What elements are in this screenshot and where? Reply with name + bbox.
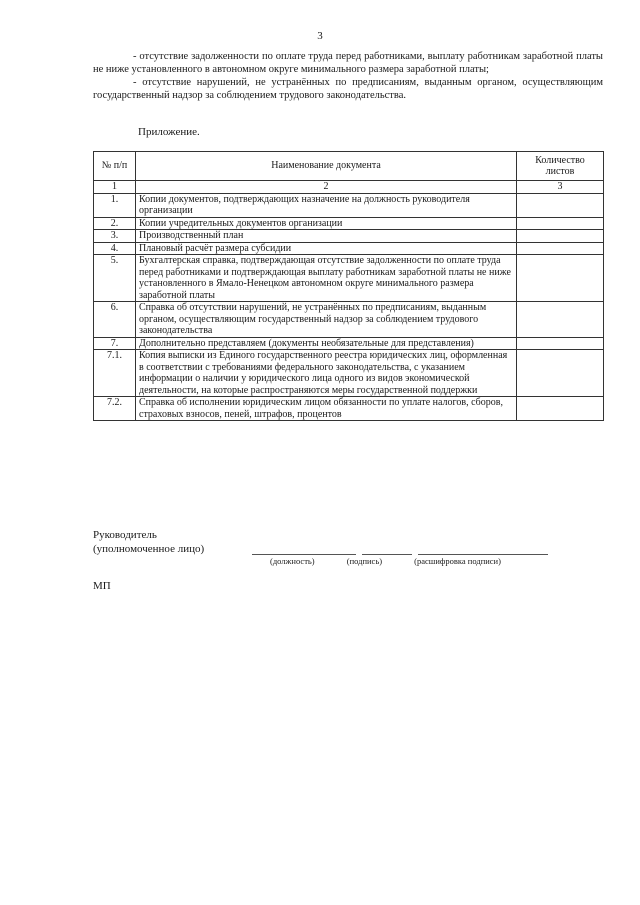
row-document-name: Копии документов, подтверждающих назначение на должность руководителя организации — [136, 193, 517, 217]
row-number: 1. — [94, 193, 136, 217]
table-row — [94, 193, 604, 217]
documents-table — [93, 151, 604, 421]
row-sheet-count — [517, 230, 604, 243]
row-document-name: Бухгалтерская справка, подтверждающая отсутствие задолженности по оплате труда перед работниками и подтверждающая выплату работникам заработной платы не ниже установленного в Ямало-Ненецком автономном округе минимального размера заработной платы — [136, 255, 517, 302]
index-col-3: 3 — [517, 181, 604, 194]
header-num: № п/п — [94, 152, 136, 181]
position-line — [252, 554, 356, 555]
header-qty: Количество листов — [517, 152, 604, 181]
index-col-1: 1 — [94, 181, 136, 194]
table-row — [94, 230, 604, 243]
appendix-title: Приложение. — [138, 126, 200, 138]
row-document-name: Плановый расчёт размера субсидии — [136, 242, 517, 255]
table-header-row — [94, 152, 604, 181]
table-row — [94, 255, 604, 302]
row-number: 3. — [94, 230, 136, 243]
stamp-label: МП — [93, 580, 111, 592]
label-position: (должность) — [270, 556, 315, 566]
table-row — [94, 242, 604, 255]
intro-paragraph-2: - отсутствие нарушений, не устранённых по предписаниям, выданным органом, осуществляющим государственный надзор за соблюдением трудового законодательства. — [93, 77, 603, 101]
row-number: 7. — [94, 337, 136, 350]
label-signature: (подпись) — [346, 556, 383, 566]
table-row — [94, 302, 604, 338]
intro-text — [93, 50, 603, 102]
row-document-name: Справка об отсутствии нарушений, не устранённых по предписаниям, выданным органом, осуществляющим государственный надзор за соблюдением трудового законодательства — [136, 302, 517, 338]
table-row — [94, 350, 604, 397]
row-document-name: Производственный план — [136, 230, 517, 243]
row-number: 6. — [94, 302, 136, 338]
signature-block — [93, 528, 613, 556]
signature-role: Руководитель — [93, 529, 157, 541]
table-row — [94, 217, 604, 230]
signature-line — [362, 554, 412, 555]
row-number: 5. — [94, 255, 136, 302]
row-number: 4. — [94, 242, 136, 255]
row-sheet-count — [517, 337, 604, 350]
row-sheet-count — [517, 350, 604, 397]
row-sheet-count — [517, 217, 604, 230]
decoding-line — [418, 554, 548, 555]
row-document-name: Копия выписки из Единого государственного реестра юридических лиц, оформленная в соответствии с требованиями федерального законодательства, с указанием информации о наличии у юридического лица одного из видов экономической деятельности, на которые распространяются меры государственной поддержки — [136, 350, 517, 397]
label-decoding: (расшифровка подписи) — [414, 556, 501, 566]
table-row — [94, 337, 604, 350]
row-document-name: Копии учредительных документов организации — [136, 217, 517, 230]
row-sheet-count — [517, 302, 604, 338]
row-sheet-count — [517, 242, 604, 255]
row-document-name: Справка об исполнении юридическим лицом обязанности по уплате налогов, сборов, страховых взносов, пеней, штрафов, процентов — [136, 397, 517, 421]
row-document-name: Дополнительно представляем (документы необязательные для представления) — [136, 337, 517, 350]
index-col-2: 2 — [136, 181, 517, 194]
page-number: 3 — [317, 30, 323, 42]
row-sheet-count — [517, 193, 604, 217]
signature-labels — [270, 556, 531, 566]
row-number: 7.2. — [94, 397, 136, 421]
signature-role-note: (уполномоченное лицо) — [93, 543, 205, 555]
header-name: Наименование документа — [136, 152, 517, 181]
table-index-row — [94, 181, 604, 194]
table-row — [94, 397, 604, 421]
intro-paragraph-1: - отсутствие задолженности по оплате труда перед работниками, выплату работникам заработной платы не ниже установленного в автономном округе минимального размера заработной платы; — [93, 51, 603, 75]
row-number: 2. — [94, 217, 136, 230]
row-sheet-count — [517, 397, 604, 421]
row-number: 7.1. — [94, 350, 136, 397]
row-sheet-count — [517, 255, 604, 302]
